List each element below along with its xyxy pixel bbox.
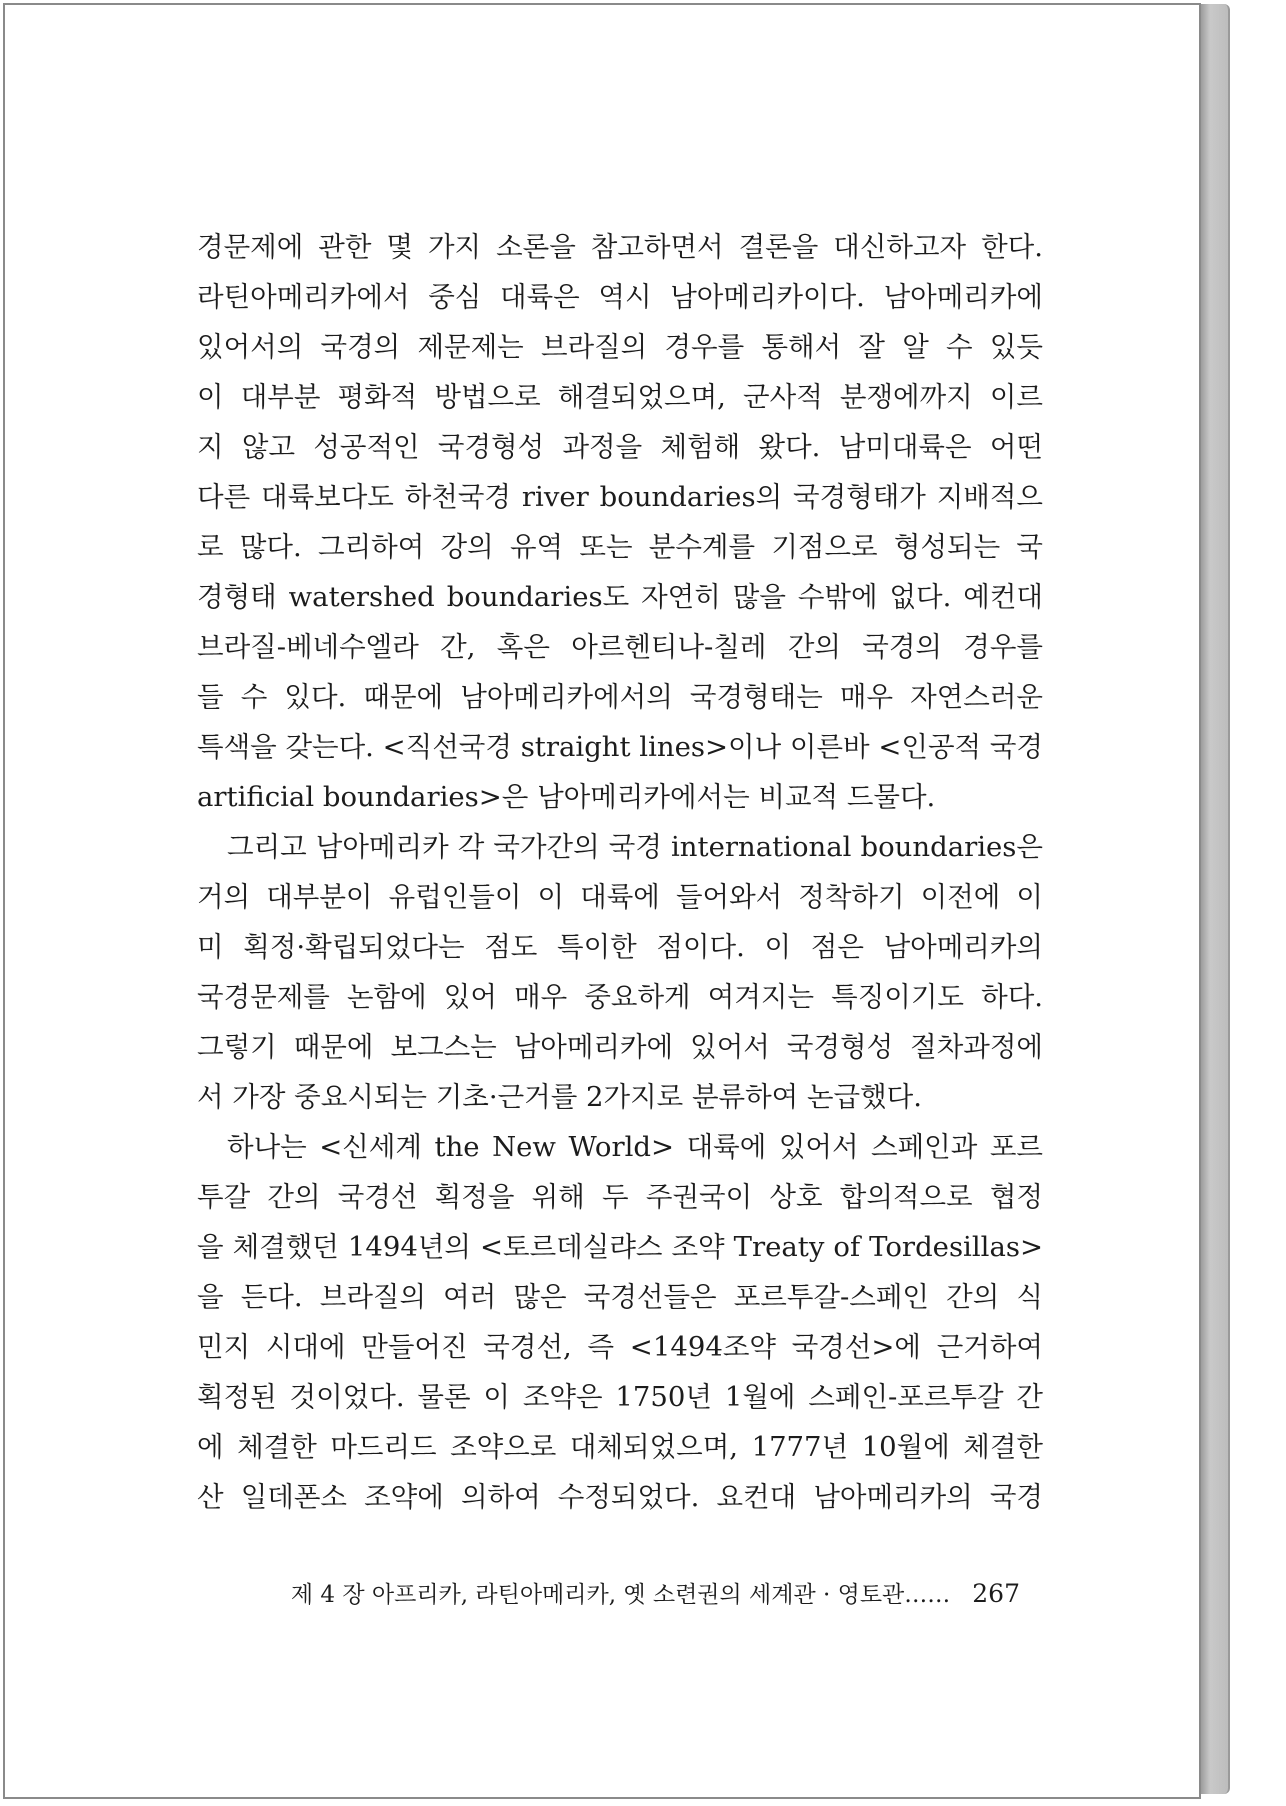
text-line: 들 수 있다. 때문에 남아메리카에서의 국경형태는 매우 자연스러운	[197, 681, 1043, 713]
text-line: 라틴아메리카에서 중심 대륙은 역시 남아메리카이다. 남아메리카에	[197, 281, 1043, 313]
text-line: 이 대부분 평화적 방법으로 해결되었으며, 군사적 분쟁에까지 이르	[197, 381, 1043, 413]
text-line: 획정된 것이었다. 물론 이 조약은 1750년 1월에 스페인-포르투갈 간	[197, 1381, 1043, 1413]
page-number: 267	[972, 1579, 1020, 1608]
text-line: 지 않고 성공적인 국경형성 과정을 체험해 왔다. 남미대륙은 어떤	[197, 431, 1043, 463]
paragraph-1	[197, 222, 1043, 822]
page-edge-shadow	[1198, 4, 1230, 1794]
body-text	[197, 222, 1043, 1522]
text-line: 투갈 간의 국경선 획정을 위해 두 주권국이 상호 합의적으로 협정	[197, 1181, 1043, 1213]
text-line: 있어서의 국경의 제문제는 브라질의 경우를 통해서 잘 알 수 있듯	[197, 331, 1043, 363]
text-line: 로 많다. 그리하여 강의 유역 또는 분수계를 기점으로 형성되는 국	[197, 531, 1043, 563]
text-line: 경형태 watershed boundaries도 자연히 많을 수밖에 없다. 예컨대	[197, 581, 1043, 613]
text-line: 브라질-베네수엘라 간, 혹은 아르헨티나-칠레 간의 국경의 경우를	[197, 631, 1043, 663]
running-head: 제 4 장 아프리카, 라틴아메리카, 옛 소련권의 세계관 · 영토관……	[290, 1582, 951, 1608]
text-line: 경문제에 관한 몇 가지 소론을 참고하면서 결론을 대신하고자 한다.	[197, 231, 1043, 263]
text-line: 산 일데폰소 조약에 의하여 수정되었다. 요컨대 남아메리카의 국경	[197, 1481, 1043, 1513]
text-line: artificial boundaries>은 남아메리카에서는 비교적 드물다.	[197, 781, 936, 813]
text-line: 그리고 남아메리카 각 국가간의 국경 international boundaries은	[227, 831, 1043, 863]
paragraph-3	[197, 1122, 1043, 1522]
paragraph-2	[197, 822, 1043, 1122]
text-line: 특색을 갖는다. <직선국경 straight lines>이나 이른바 <인공적 국경	[197, 731, 1043, 763]
text-line: 을 체결했던 1494년의 <토르데실랴스 조약 Treaty of Tordesillas>	[197, 1231, 1043, 1263]
text-line: 거의 대부분이 유럽인들이 이 대륙에 들어와서 정착하기 이전에 이	[197, 881, 1043, 913]
text-line: 하나는 <신세계 the New World> 대륙에 있어서 스페인과 포르	[227, 1131, 1043, 1163]
text-line: 그렇기 때문에 보그스는 남아메리카에 있어서 국경형성 절차과정에	[197, 1031, 1043, 1063]
text-line: 다른 대륙보다도 하천국경 river boundaries의 국경형태가 지배적으	[197, 481, 1043, 513]
text-line: 서 가장 중요시되는 기초·근거를 2가지로 분류하여 논급했다.	[197, 1081, 922, 1113]
text-line: 민지 시대에 만들어진 국경선, 즉 <1494조약 국경선>에 근거하여	[197, 1331, 1043, 1363]
text-line: 국경문제를 논함에 있어 매우 중요하게 여겨지는 특징이기도 하다.	[197, 981, 1043, 1013]
text-line: 미 획정·확립되었다는 점도 특이한 점이다. 이 점은 남아메리카의	[197, 931, 1043, 963]
text-line: 에 체결한 마드리드 조약으로 대체되었으며, 1777년 10월에 체결한	[197, 1431, 1043, 1463]
page-footer	[290, 1576, 1020, 1609]
text-line: 을 든다. 브라질의 여러 많은 국경선들은 포르투갈-스페인 간의 식	[197, 1281, 1043, 1313]
